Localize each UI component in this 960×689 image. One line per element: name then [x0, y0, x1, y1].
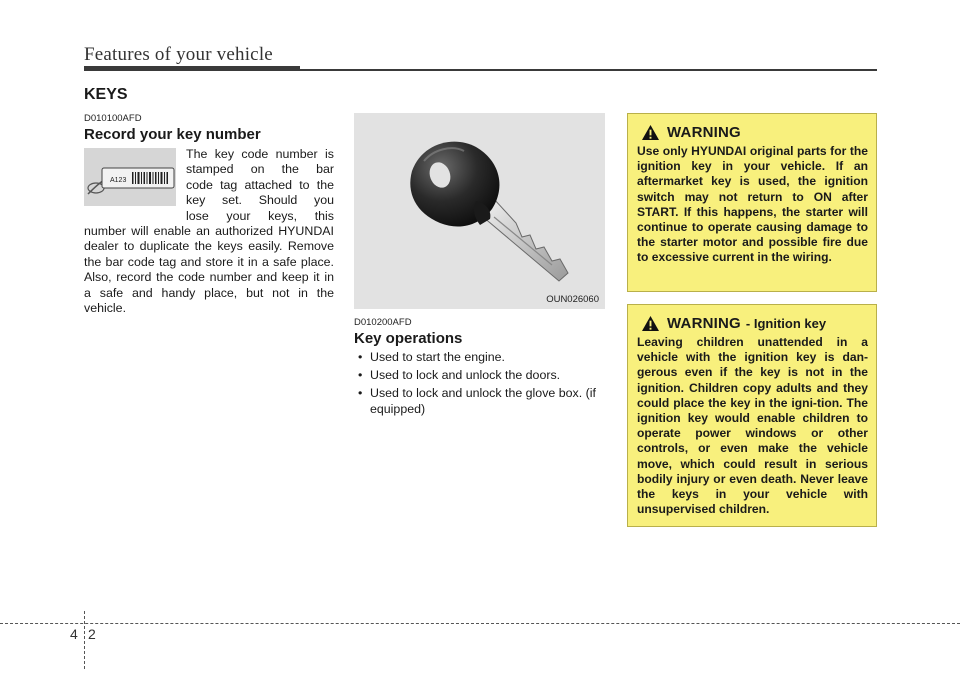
ignition-key-illustration [354, 113, 605, 309]
record-text-line: key set. Should you [186, 193, 334, 208]
warning-body: Leaving children unattended in a vehicle with the ignition key is dan-gerous even if the key is not in the ignition. Children copy adults and they could place the key in the igni-tion. The ignition key would enable children to operate power windows or other controls, or even make the vehicle move, which could result in serious bodily injury or even death. Never leave the keys in your vehicle with unsupervised children. [637, 335, 868, 517]
record-section-code: D010100AFD [84, 113, 142, 124]
warning-box-aftermarket-key [627, 113, 877, 292]
list-item: • Used to lock and unlock the glove box. (if equipped) [354, 385, 610, 417]
key-photo [354, 113, 605, 309]
section-title: KEYS [84, 86, 128, 103]
header-rule-thin [300, 69, 877, 71]
record-text-body: number will enable an authorized HYUNDAI dealer to duplicate the keys easily. Remove the bar code tag and store it in a safe place. Also, record the code number and keep it in a safe and handy place, but not in the vehicle. [84, 224, 334, 316]
record-text-line: code tag attached to the [186, 177, 334, 192]
photo-label: OUN026060 [546, 294, 599, 305]
key-tag-illustration [84, 148, 176, 206]
footer-divider [84, 611, 85, 669]
warning-box-ignition-key [627, 304, 877, 527]
record-text-line: stamped on the bar [186, 162, 334, 177]
page-number: 2 [88, 626, 96, 642]
warning-title: WARNING [667, 315, 741, 332]
operations-section-code: D010200AFD [354, 317, 412, 328]
warning-triangle-icon [641, 315, 660, 332]
warning-body: Use only HYUNDAI original parts for the ignition key in your vehicle. If an aftermarket key is used, the ignition switch may not return to ON after START. If this happens, the starter will continue to operate causing damage to the starter motor and possible fire due to excessive current in the wiring. [637, 144, 868, 265]
record-text-line: The key code number is [186, 147, 334, 161]
record-section-title: Record your key number [84, 126, 261, 143]
list-item: • Used to start the engine. [354, 349, 610, 365]
operations-list [354, 349, 610, 419]
chapter-number: 4 [70, 626, 78, 642]
warning-triangle-icon [641, 124, 660, 141]
header-rule [84, 66, 300, 71]
key-tag-code-text: A123 [110, 177, 127, 184]
list-item: • Used to lock and unlock the doors. [354, 367, 610, 383]
operations-section-title: Key operations [354, 330, 463, 347]
warning-subtitle: - Ignition key [745, 316, 827, 331]
record-text-line: lose your keys, this [186, 208, 334, 223]
footer-rule [0, 623, 960, 624]
warning-title: WARNING [667, 124, 741, 141]
page-header-title: Features of your vehicle [84, 44, 273, 65]
